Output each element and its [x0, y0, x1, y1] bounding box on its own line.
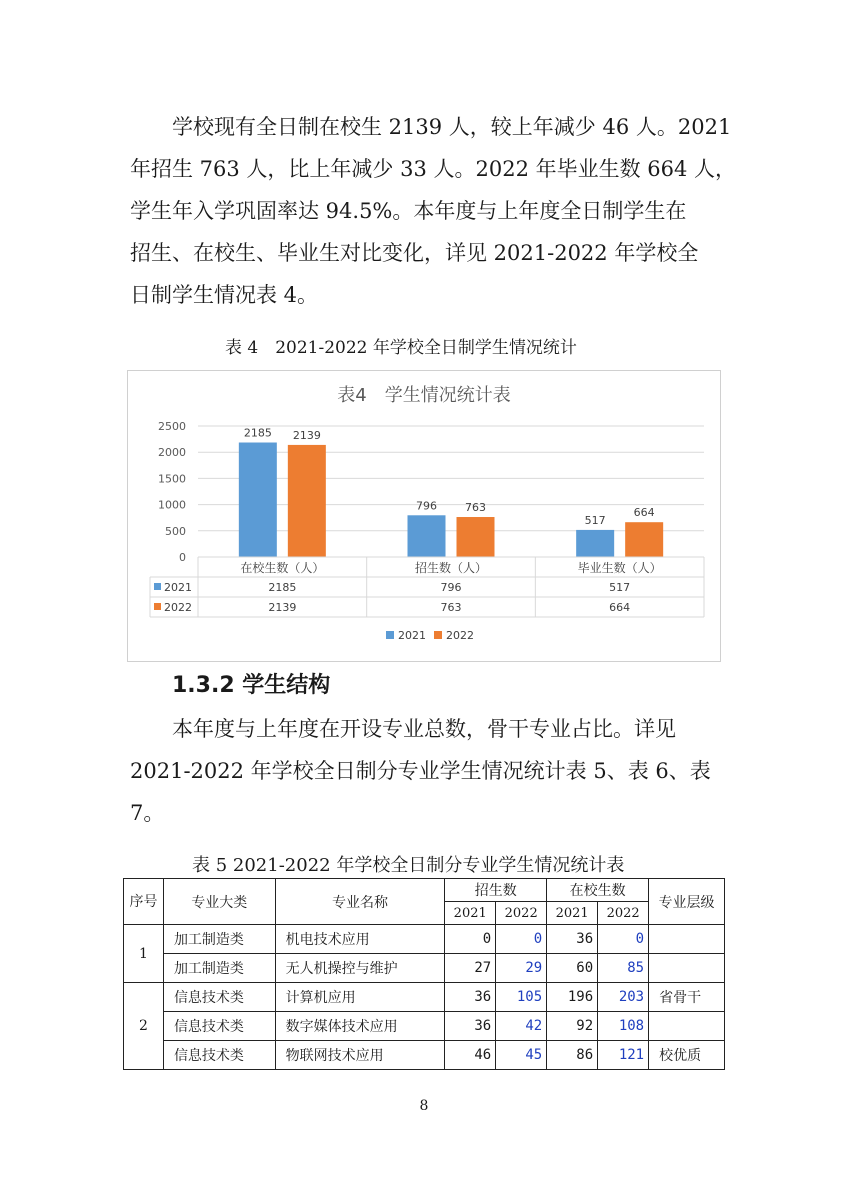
table-row: [124, 925, 725, 954]
chart-svg: [128, 371, 720, 661]
legend-label: 2021: [398, 629, 426, 642]
header-enroll-2022: 2022: [496, 902, 547, 925]
category-label: 招生数（人）: [414, 561, 488, 575]
intro-line: 学校现有全日制在校生 2139 人，较上年减少 46 人。2021: [172, 115, 732, 139]
enroll-2022-cell: 0: [496, 925, 547, 954]
bar-2021-0: [239, 443, 277, 557]
seq-cell: 2: [124, 983, 164, 1070]
table-series-name: 2022: [164, 601, 192, 614]
bar-2021-2: [576, 530, 614, 557]
header-major: 专业名称: [275, 879, 445, 925]
header-enroll-2021: 2021: [445, 902, 496, 925]
students-2022-cell: 203: [598, 983, 649, 1012]
header-category: 专业大类: [163, 879, 275, 925]
table-legend-key: [154, 583, 161, 590]
category-cell: 信息技术类: [163, 1012, 275, 1041]
table-value: 796: [440, 581, 462, 594]
student-stats-chart: [127, 370, 721, 662]
category-cell: 信息技术类: [163, 1041, 275, 1070]
enroll-2022-cell: 105: [496, 983, 547, 1012]
table-value: 664: [609, 601, 631, 614]
y-tick-label: 2500: [158, 420, 186, 433]
major-cell: 物联网技术应用: [275, 1041, 445, 1070]
category-label: 在校生数（人）: [240, 561, 325, 575]
intro-line: 日制学生情况表 4。: [130, 283, 319, 307]
header-students: 在校生数: [547, 879, 649, 902]
structure-line: 7。: [130, 801, 165, 825]
header-students-2022: 2022: [598, 902, 649, 925]
category-cell: 加工制造类: [163, 954, 275, 983]
table-row: [124, 954, 725, 983]
bar-2022-0: [288, 445, 326, 557]
header-seq: 序号: [124, 879, 164, 925]
enroll-2022-cell: 42: [496, 1012, 547, 1041]
major-cell: 机电技术应用: [275, 925, 445, 954]
students-2021-cell: 60: [547, 954, 598, 983]
enroll-2022-cell: 45: [496, 1041, 547, 1070]
level-cell: [649, 954, 725, 983]
enroll-2021-cell: 46: [445, 1041, 496, 1070]
category-label: 毕业生数（人）: [577, 561, 662, 575]
y-tick-label: 1000: [158, 498, 186, 512]
students-2021-cell: 86: [547, 1041, 598, 1070]
table-value: 763: [440, 601, 462, 614]
table-row: [124, 983, 725, 1012]
section-heading: 1.3.2 学生结构: [172, 673, 331, 698]
structure-paragraph: [130, 708, 720, 834]
students-2021-cell: 36: [547, 925, 598, 954]
table-series-name: 2021: [164, 581, 192, 594]
structure-line: 2021-2022 年学校全日制分专业学生情况统计表 5、表 6、表: [130, 759, 711, 783]
data-label: 517: [584, 513, 606, 527]
structure-line: 本年度与上年度在开设专业总数，骨干专业占比。详见: [172, 717, 676, 741]
students-2022-cell: 108: [598, 1012, 649, 1041]
bar-2022-1: [457, 517, 495, 557]
level-cell: [649, 1012, 725, 1041]
bar-2021-1: [408, 515, 446, 557]
level-cell: [649, 925, 725, 954]
intro-line: 招生、在校生、毕业生对比变化，详见 2021-2022 年学校全: [130, 241, 699, 265]
table-legend-key: [154, 603, 161, 610]
enroll-2022-cell: 29: [496, 954, 547, 983]
intro-line: 学生年入学巩固率达 94.5%。本年度与上年度全日制学生在: [130, 199, 687, 223]
data-label: 664: [633, 506, 655, 520]
major-cell: 数字媒体技术应用: [275, 1012, 445, 1041]
students-2022-cell: 0: [598, 925, 649, 954]
data-label: 2185: [243, 426, 272, 440]
enroll-2021-cell: 27: [445, 954, 496, 983]
data-label: 2139: [292, 428, 321, 442]
data-label: 763: [465, 501, 486, 515]
table5-caption: 表 5 2021-2022 年学校全日制分专业学生情况统计表: [192, 855, 625, 876]
y-tick-label: 500: [165, 524, 186, 538]
students-2022-cell: 85: [598, 954, 649, 983]
table-row: [124, 1012, 725, 1041]
students-2022-cell: 121: [598, 1041, 649, 1070]
header-enroll: 招生数: [445, 879, 547, 902]
table-value: 517: [609, 581, 631, 594]
y-tick-label: 0: [179, 551, 186, 564]
chart-title: 表4 学生情况统计表: [337, 385, 511, 406]
header-level: 专业层级: [649, 879, 725, 925]
category-cell: 信息技术类: [163, 983, 275, 1012]
enroll-2021-cell: 0: [445, 925, 496, 954]
table-value: 2185: [268, 581, 297, 594]
table4-caption: 表 4 2021-2022 年学校全日制学生情况统计: [225, 338, 577, 358]
bar-2022-2: [625, 522, 663, 557]
data-label: 796: [416, 499, 437, 513]
seq-cell: 1: [124, 925, 164, 983]
legend-key-2022: [434, 631, 442, 639]
enroll-2021-cell: 36: [445, 1012, 496, 1041]
header-students-2021: 2021: [547, 902, 598, 925]
y-tick-label: 2000: [158, 446, 186, 460]
table-value: 2139: [268, 601, 297, 614]
level-cell: 校优质: [649, 1041, 725, 1070]
page-number: 8: [419, 1098, 429, 1114]
intro-paragraph: [130, 106, 737, 316]
level-cell: 省骨干: [649, 983, 725, 1012]
legend-label: 2022: [446, 629, 474, 642]
category-cell: 加工制造类: [163, 925, 275, 954]
table-row: [124, 1041, 725, 1070]
enroll-2021-cell: 36: [445, 983, 496, 1012]
intro-line: 年招生 763 人，比上年减少 33 人。2022 年毕业生数 664 人，: [130, 157, 737, 181]
major-stats-table: [123, 878, 725, 1070]
major-cell: 无人机操控与维护: [275, 954, 445, 983]
students-2021-cell: 196: [547, 983, 598, 1012]
legend-key-2021: [386, 631, 394, 639]
major-cell: 计算机应用: [275, 983, 445, 1012]
y-tick-label: 1500: [158, 472, 186, 486]
students-2021-cell: 92: [547, 1012, 598, 1041]
